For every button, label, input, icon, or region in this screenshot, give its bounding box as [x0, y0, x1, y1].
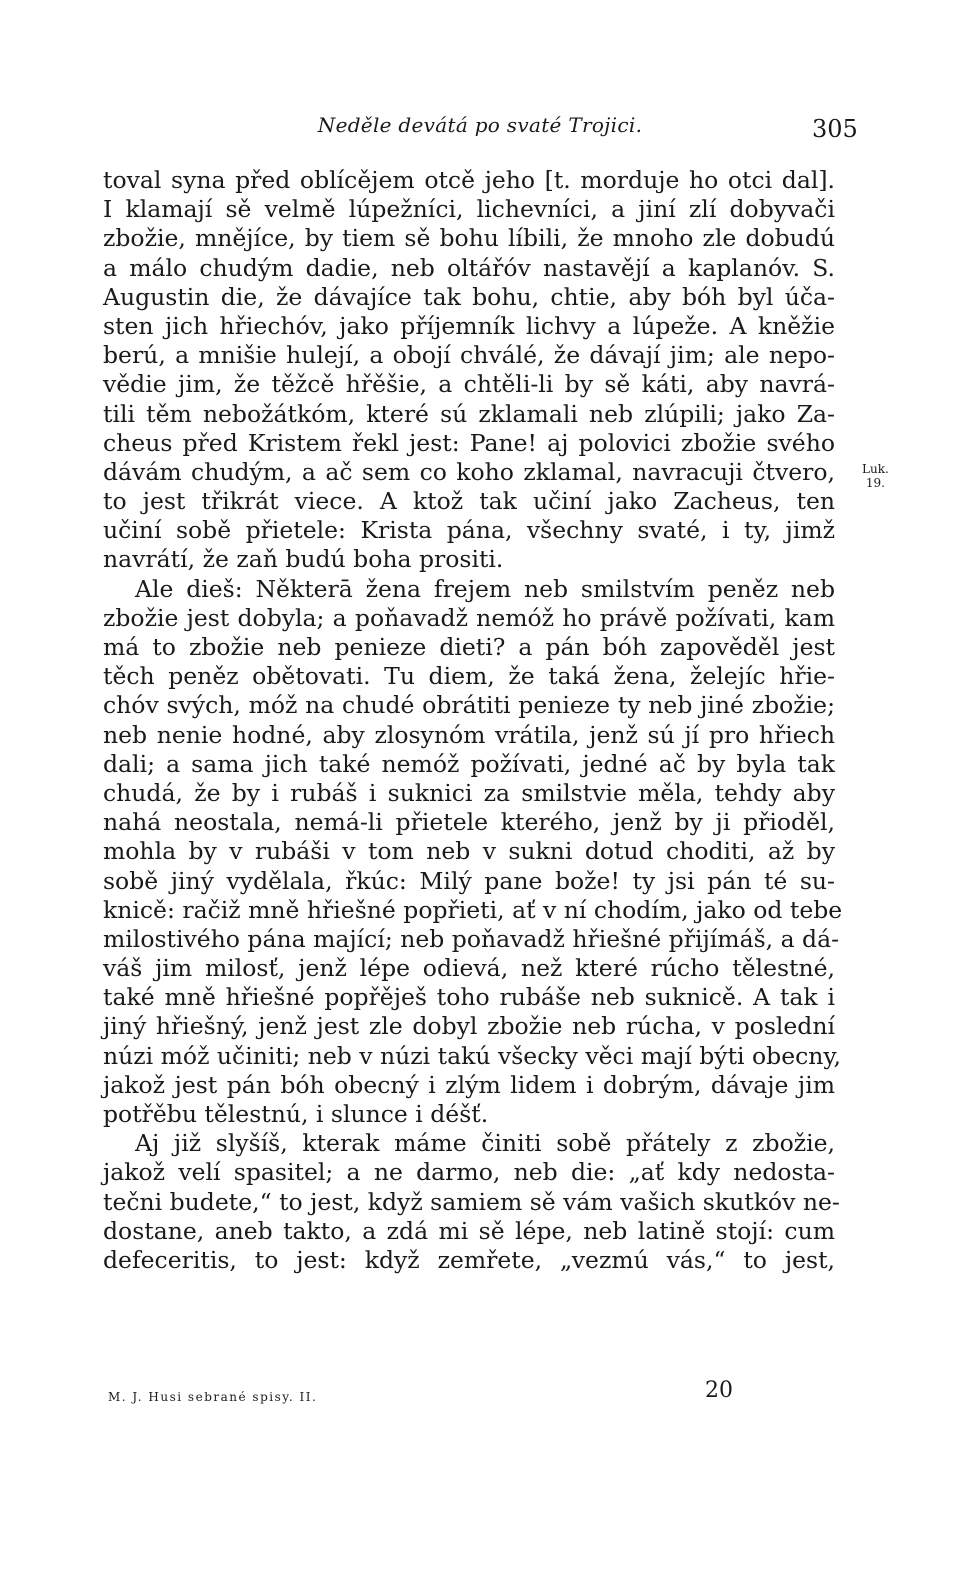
- margin-note-chapter: 19.: [865, 476, 885, 490]
- footer-signature: M. J. Husi sebrané spisy. II.: [108, 1390, 318, 1404]
- text-line: dostane, aneb takto, a zdá mi sě lépe, neb latině stojí: cum: [103, 1216, 835, 1245]
- text-line: dávám chudým, a ač sem co koho zklamal, navracuji čtvero,: [103, 457, 835, 486]
- text-line: učiní sobě přietele: Krista pána, všechny svaté, i ty, jimž: [103, 516, 835, 545]
- text-line: chudá, že by i rubáš i suknici za smilstvie měla, tehdy aby: [103, 778, 835, 807]
- text-line: tečni budete,“ to jest, když samiem sě vám vašich skutkóv ne-: [103, 1187, 840, 1216]
- running-header-title: Neděle devátá po svaté Trojici.: [317, 113, 643, 137]
- text-line: sobě jiný vydělala, řkúc: Milý pane bože! ty jsi pán té su-: [103, 866, 835, 895]
- text-line: milostivého pána mající; neb poňavadž hřiešné přijímáš, a dá-: [103, 924, 840, 953]
- text-line: knicě: račiž mně hřiešné popřieti, ať v ní chodím, jako od tebe: [103, 895, 843, 924]
- text-line: vědie jim, že těžcě hřěšie, a chtěli-li by sě káti, aby navrá-: [103, 370, 835, 399]
- text-line: Aj již slyšíš, kterak máme činiti sobě přátely z zbožie,: [135, 1129, 835, 1158]
- text-line: mohla by v rubáši v tom neb v sukni dotud choditi, až by: [103, 837, 835, 866]
- text-line: núzi móž učiniti; neb v núzi takú všecky věci mají býti obecny,: [103, 1041, 842, 1070]
- text-line: váš jim milosť, jenž lépe odievá, než které rúcho tělestné,: [103, 954, 835, 983]
- text-line: nahá neostala, nemá-li přietele kterého, jenž by ji přioděl,: [103, 808, 835, 837]
- footer-sheet-number: 20: [705, 1378, 733, 1403]
- text-line: zbožie jest dobyla; a poňavadž nemóž ho právě požívati, kam: [103, 603, 835, 632]
- text-line: berú, a mnišie hulejí, a obojí chválé, že dávají jim; ale nepo-: [103, 341, 835, 370]
- text-line: zbožie, mnějíce, by tiem sě bohu líbili, že mnoho zle dobudú: [103, 224, 835, 253]
- text-line: neb nenie hodné, aby zlosynóm vrátila, jenž sú jí pro hřiech: [103, 720, 835, 749]
- text-line: také mně hřiešné popřěješ toho rubáše neb suknicě. A tak i: [103, 983, 835, 1012]
- text-line: má to zbožie neb penieze dieti? a pán bóh zapověděl jest: [103, 633, 835, 661]
- body-text: [103, 166, 843, 1275]
- text-line: jiný hřiešný, jenž jest zle dobyl zbožie neb rúcha, v poslední: [103, 1012, 835, 1041]
- text-line: Ale dieš: Některā žena frejem neb smilstvím peněz neb: [135, 574, 835, 603]
- text-line: a málo chudým dadie, neb oltářóv nastavějí a kaplanóv. S.: [103, 253, 835, 282]
- text-line: navrátí, že zaň budú boha prositi.: [103, 545, 504, 574]
- text-line: tili těm nebožátkóm, které sú zklamali neb zlúpili; jako Za-: [103, 399, 835, 428]
- text-line: toval syna před oblícějem otcě jeho [t. morduje ho otci dal].: [103, 166, 835, 194]
- text-line: defeceritis, to jest: když zemřete, „vezmú vás,“ to jest,: [103, 1245, 835, 1274]
- text-line: jakož jest pán bóh obecný i zlým lidem i dobrým, dávaje jim: [103, 1070, 835, 1099]
- text-line: to jest třikrát viece. A ktož tak učiní jako Zacheus, ten: [103, 487, 835, 516]
- margin-note-book: Luk.: [862, 462, 889, 476]
- text-line: těch peněz obětovati. Tu diem, že taká žena, želejíc hřie-: [103, 662, 835, 691]
- text-line: Augustin die, že dávajíce tak bohu, chtie, aby bóh byl úča-: [103, 282, 835, 311]
- margin-note: [862, 462, 889, 490]
- text-line: jakož velí spasitel; a ne darmo, neb die: „ať kdy nedosta-: [103, 1158, 835, 1187]
- text-line: chóv svých, móž na chudé obrátiti penieze ty neb jiné zbožie;: [103, 691, 835, 720]
- page-number: 305: [812, 115, 858, 143]
- text-line: sten jich hřiechóv, jako příjemník lichvy a lúpeže. A kněžie: [103, 311, 835, 340]
- text-line: I klamají sě velmě lúpežníci, lichevníci, a jiní zlí dobyvači: [103, 195, 835, 224]
- text-line: cheus před Kristem řekl jest: Pane! aj polovici zbožie svého: [103, 428, 835, 457]
- text-line: potřěbu tělestnú, i slunce i déšť.: [103, 1100, 489, 1128]
- text-line: dali; a sama jich také nemóž požívati, jedné ač by byla tak: [103, 749, 835, 778]
